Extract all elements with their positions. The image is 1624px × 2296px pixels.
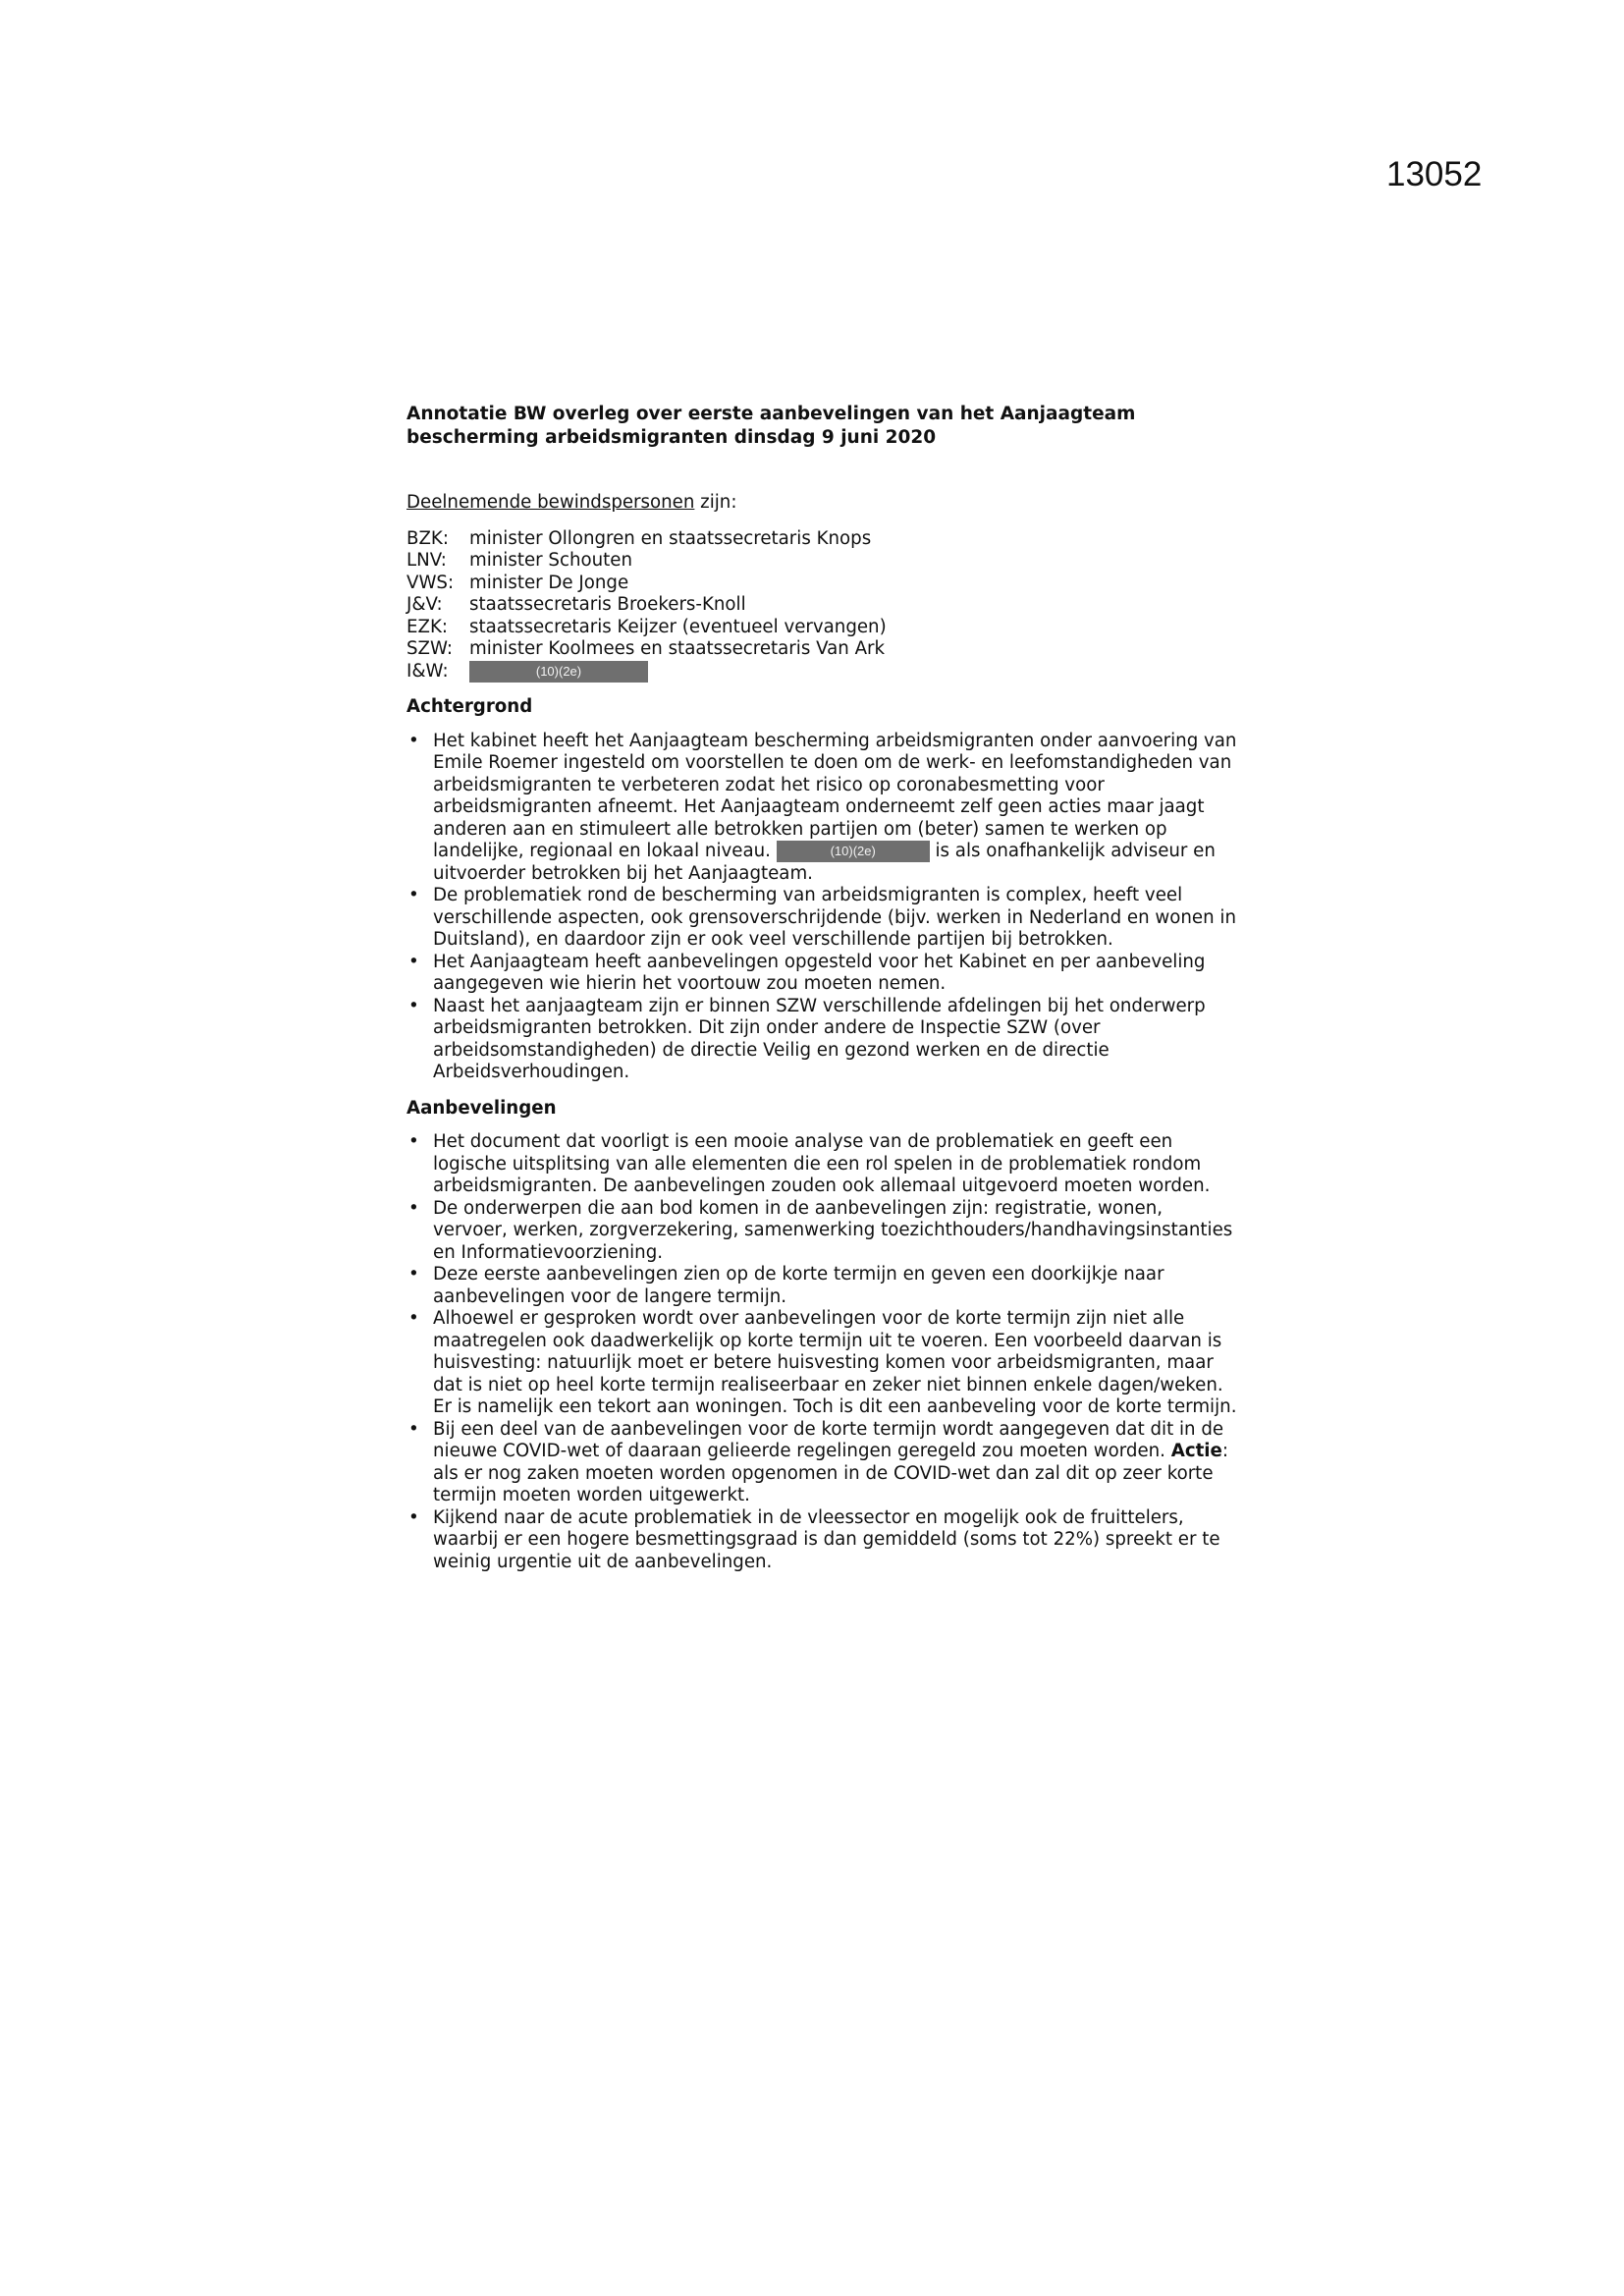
list-item: • Het Aanjaagteam heeft aanbevelingen opgesteld voor het Kabinet en per aanbeveling aangegeven wie hierin het voortouw zou moeten nemen. — [406, 952, 1241, 996]
list-item-text: : als er nog zaken moeten worden opgenomen in de COVID-wet dan zal dit op zeer korte termijn moeten worden uitgewerkt. — [433, 1441, 1229, 1505]
participants-heading — [406, 492, 1241, 515]
participant-org: BZK: — [406, 527, 449, 549]
document-title: Annotatie BW overleg over eerste aanbevelingen van het Aanjaagteam bescherming arbeidsmigranten dinsdag 9 juni 2020 — [406, 404, 1136, 448]
list-item: • Kijkend naar de acute problematiek in de vleessector en mogelijk ook de fruittelers, waarbij er een hogere besmettingsgraad is dan gemiddeld (soms tot 22%) spreekt er te weinig urgentie uit de aanbevelingen. — [406, 1507, 1241, 1574]
participants-heading-label: Deelnemende bewindspersonen — [406, 492, 695, 513]
list-item: • Alhoewel er gesproken wordt over aanbevelingen voor de korte termijn zijn niet alle maatregelen ook daadwerkelijk op korte termijn uit te voeren. Een voorbeeld daarvan is huisvesting: natuurlijk moet er betere huisvesting komen voor arbeidsmigranten, maar dat is niet op heel korte termijn realiseerbaar en zeker niet binnen enkele dagen/weken. Er is namelijk een tekort aan woningen. Toch is dit een aanbeveling voor de korte termijn. — [406, 1308, 1241, 1419]
list-item-text: Het kabinet heeft het Aanjaagteam bescherming arbeidsmigranten onder aanvoering van Emile Roemer ingesteld om voorstellen te doen om de werk- en leefomstandigheden van arbeidsmigranten te verbeteren zodat het risico op coronabesmetting voor arbeidsmigranten afneemt. Het Aanjaagteam onderneemt zelf geen acties maar jaagt anderen aan en stimuleert alle betrokken partijen om (beter) samen te werken op landelijke, regionaal en lokaal niveau. — [433, 730, 1237, 861]
section-heading-aanbevelingen: Aanbevelingen — [406, 1097, 557, 1119]
participant-names: minister Koolmees en staatssecretaris Van Ark — [469, 638, 886, 659]
list-item: • Naast het aanjaagteam zijn er binnen SZW verschillende afdelingen bij het onderwerp arbeidsmigranten betrokken. Dit zijn onder andere de Inspectie SZW (over arbeidsomstandigheden) de directie Veilig en gezond werken en de directie Arbeidsverhoudingen. — [406, 996, 1241, 1084]
participant-org: J&V: — [406, 594, 443, 615]
participant-names: minister Ollongren en staatssecretaris Knops — [469, 527, 872, 549]
list-item: • De onderwerpen die aan bod komen in de aanbevelingen zijn: registratie, wonen, vervoer, werken, zorgverzekering, samenwerking toezichthouders/handhavingsinstanties en Informatievoorziening. — [406, 1198, 1241, 1265]
participant-names: staatssecretaris Broekers-Knoll — [469, 594, 746, 615]
document-body — [406, 403, 1241, 1573]
list-item — [406, 731, 1241, 886]
participant-org: LNV: — [406, 550, 447, 571]
participant-names: staatssecretaris Keijzer (eventueel vervangen) — [469, 616, 887, 637]
participant-names — [469, 661, 1241, 683]
aanbevelingen-list — [406, 1131, 1241, 1573]
action-label: Actie — [1170, 1441, 1222, 1461]
participant-org: I&W: — [406, 660, 449, 682]
redaction-block: (10)(2e) — [469, 661, 648, 683]
participant-names: minister De Jonge — [469, 572, 629, 593]
list-item-text: Bij een deel van de aanbevelingen voor de korte termijn wordt aangegeven dat dit in de nieuwe COVID-wet of daaraan gelieerde regelingen geregeld zou moeten worden. — [433, 1418, 1224, 1461]
redaction-block: (10)(2e) — [777, 841, 930, 862]
achtergrond-list — [406, 731, 1241, 1084]
list-item: • De problematiek rond de bescherming van arbeidsmigranten is complex, heeft veel verschillende aspecten, ook grensoverschrijdende (bijv. werken in Nederland en wonen in Duitsland), en daardoor zijn er ook veel verschillende partijen bij betrokken. — [406, 885, 1241, 952]
list-item: • Het document dat voorligt is een mooie analyse van de problematiek en geeft een logische uitsplitsing van alle elementen die een rol spelen in de problematiek rondom arbeidsmigranten. De aanbevelingen zouden ook allemaal uitgevoerd moeten worden. — [406, 1131, 1241, 1198]
list-item-text: is als onafhankelijk adviseur en uitvoerder betrokken bij het Aanjaagteam. — [433, 841, 1216, 884]
participant-org: SZW: — [406, 638, 454, 659]
list-item: • Deze eerste aanbevelingen zien op de korte termijn en geven een doorkijkje naar aanbevelingen voor de langere termijn. — [406, 1264, 1241, 1308]
page-number: 13052 — [1386, 155, 1483, 193]
participant-names: minister Schouten — [469, 550, 632, 571]
participant-org: EZK: — [406, 616, 449, 637]
section-heading-achtergrond: Achtergrond — [406, 696, 533, 717]
participants-heading-suffix: zijn: — [694, 492, 737, 513]
participant-org: VWS: — [406, 572, 455, 593]
list-item — [406, 1419, 1241, 1507]
participants-list — [406, 528, 1241, 683]
